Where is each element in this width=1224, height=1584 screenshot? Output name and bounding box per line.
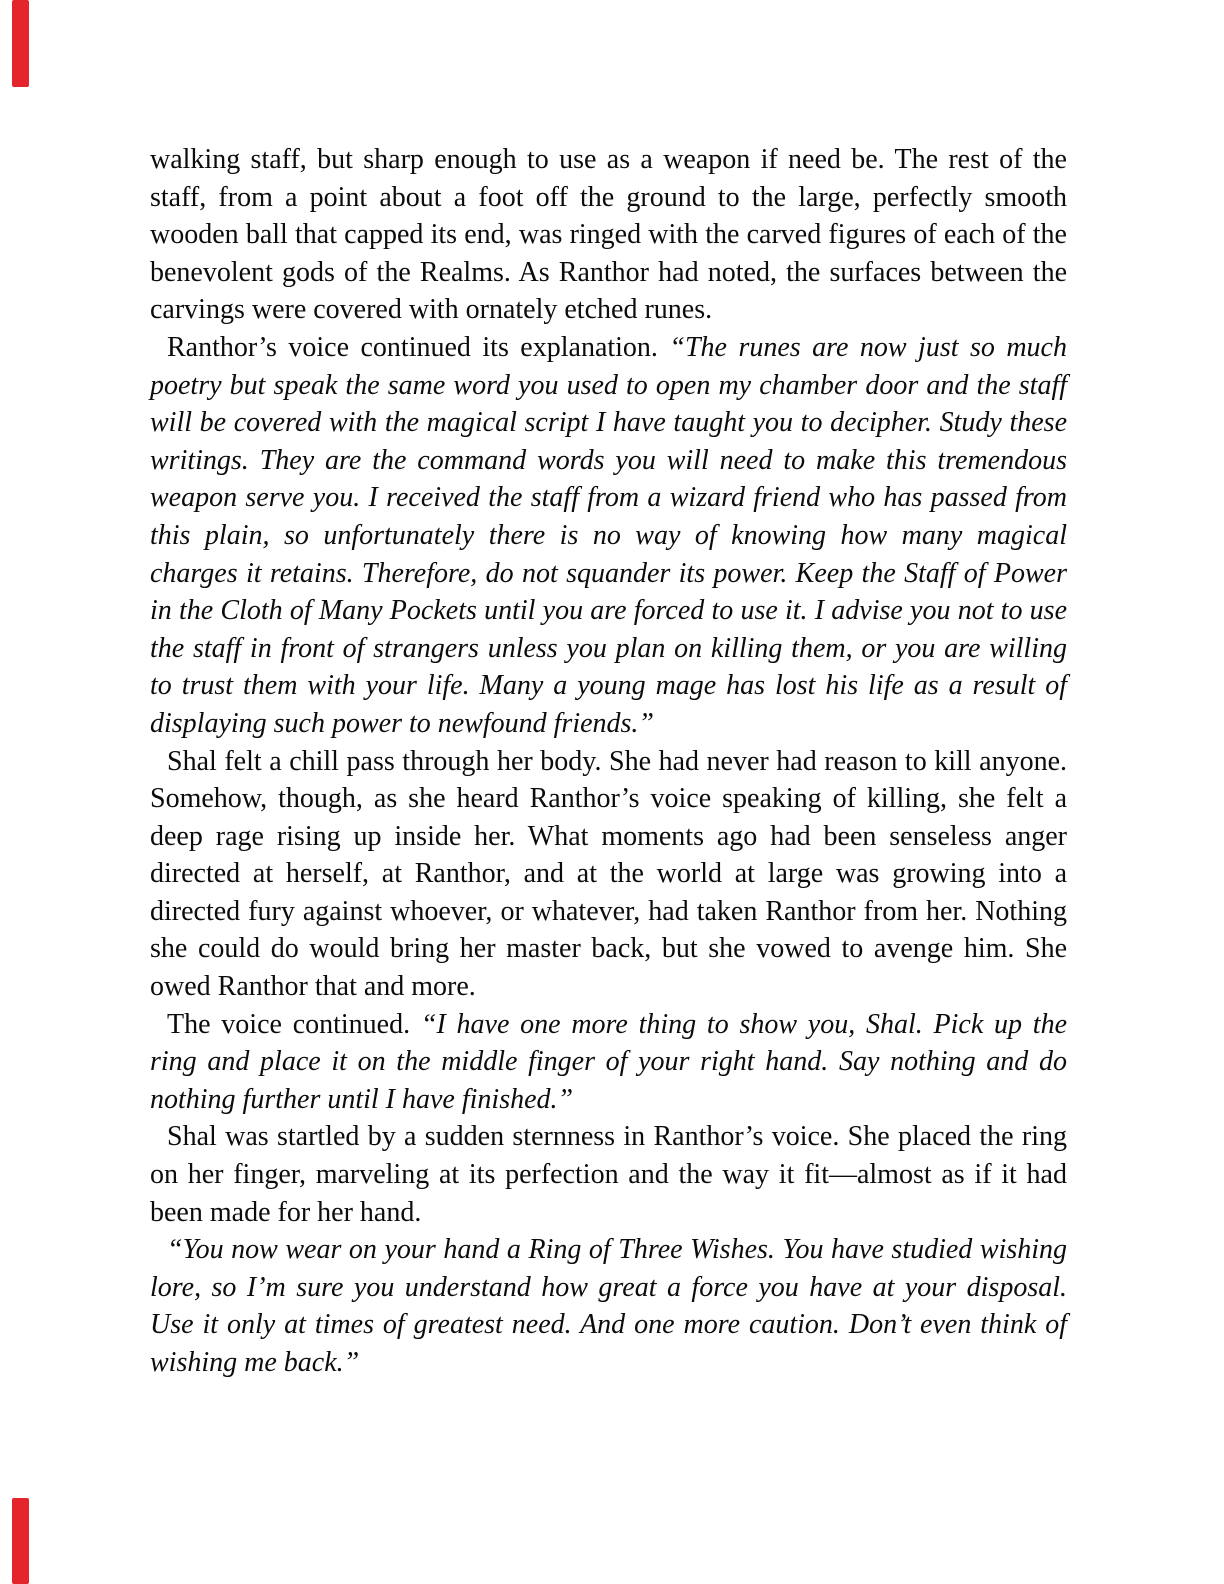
text-run-roman: walking staff, but sharp enough to use as a weapon if need be. The rest of the staff, from a point about a foot off the ground to the large, perfectly smooth wooden ball that capped its end, was ringed with the carved figures of each of the benevolent gods of the Realms. As Ranthor had noted, the surfaces between the carvings were covered with ornately etched runes. <box>150 144 1067 326</box>
paragraph <box>150 141 1067 329</box>
paragraph <box>150 1006 1067 1119</box>
text-run-roman: The voice continued. <box>167 1008 421 1040</box>
text-run-italic: “I have one more thing to show you, Shal. Pick up the ring and place it on the middle finger of your right hand. Say nothing and do nothing further until I have finished.” <box>150 1008 1067 1115</box>
paragraph <box>150 329 1067 743</box>
text-run-roman: Shal was startled by a sudden sternness in Ranthor’s voice. She placed the ring on her finger, marveling at its perfection and the way it fit—almost as if it had been made for her hand. <box>150 1121 1067 1228</box>
paragraph <box>150 1118 1067 1231</box>
text-run-roman: Ranthor’s voice continued its explanation. <box>167 331 670 363</box>
page-edge-mark-top <box>12 0 29 87</box>
text-run-italic: “The runes are now just so much poetry but speak the same word you used to open my chamber door and the staff will be covered with the magical script I have taught you to decipher. Study these writings. They are the command words you will need to make this tremendous weapon serve you. I received the staff from a wizard friend who has passed from this plain, so unfortunately there is no way of knowing how many magical charges it retains. Therefore, do not squander its power. Keep the Staff of Power in the Cloth of Many Pockets until you are forced to use it. I advise you not to use the staff in front of strangers unless you plan on killing them, or you are willing to trust them with your life. Many a young mage has lost his life as a result of displaying such power to newfound friends.” <box>150 331 1067 739</box>
page-edge-mark-bottom <box>12 1498 29 1584</box>
body-text <box>150 141 1067 1382</box>
text-run-roman: Shal felt a chill pass through her body. She had never had reason to kill anyone. Somehow, though, as she heard Ranthor’s voice speaking of killing, she felt a deep rage rising up inside her. What moments ago had been senseless anger directed at herself, at Ranthor, and at the world at large was growing into a directed fury against whoever, or whatever, had taken Ranthor from her. Nothing she could do would bring her master back, but she vowed to avenge him. She owed Ranthor that and more. <box>150 745 1067 1003</box>
paragraph <box>150 743 1067 1006</box>
text-run-italic: “You now wear on your hand a Ring of Three Wishes. You have studied wishing lore, so I’m sure you understand how great a force you have at your disposal. Use it only at times of greatest need. And one more caution. Don’t even think of wishing me back.” <box>150 1234 1067 1378</box>
paragraph <box>150 1231 1067 1381</box>
